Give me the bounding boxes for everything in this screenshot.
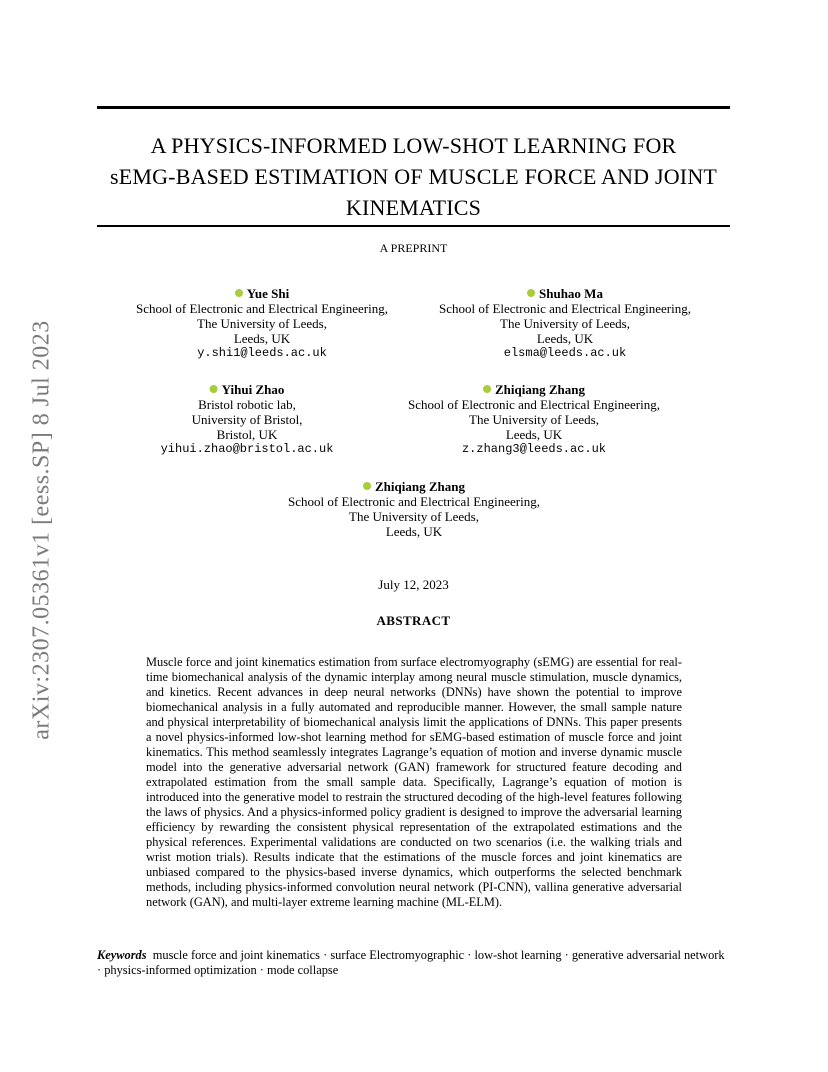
author-block-1 <box>136 286 388 361</box>
author-block-4 <box>408 382 660 457</box>
publication-date: July 12, 2023 <box>378 577 449 592</box>
author-affiliation: School of Electronic and Electrical Engineering, <box>288 494 540 509</box>
paper-title <box>97 130 730 223</box>
author-name: Zhiqiang Zhang <box>495 382 585 397</box>
author-email[interactable]: yihui.zhao@bristol.ac.uk <box>160 442 334 456</box>
author-affiliation: School of Electronic and Electrical Engineering, <box>408 397 660 412</box>
keywords-list: muscle force and joint kinematics · surface Electromyographic · low-shot learning · generative adversarial network · physics-informed optimization · mode collapse <box>97 948 725 977</box>
title-rule-bottom <box>97 225 730 227</box>
author-affiliation: Leeds, UK <box>505 427 563 442</box>
preprint-label: A PREPRINT <box>379 241 448 255</box>
title-line-3: KINEMATICS <box>345 195 482 220</box>
title-line-2: sEMG-BASED ESTIMATION OF MUSCLE FORCE AND JOINT <box>109 164 718 189</box>
keywords-label: Keywords <box>97 948 147 962</box>
author-name: Yihui Zhao <box>221 382 285 397</box>
orcid-icon[interactable] <box>483 385 491 393</box>
orcid-icon[interactable] <box>210 385 218 393</box>
author-affiliation: Bristol, UK <box>216 427 278 442</box>
orcid-icon[interactable] <box>527 289 535 297</box>
author-affiliation: School of Electronic and Electrical Engineering, <box>136 301 388 316</box>
orcid-icon[interactable] <box>363 482 371 490</box>
author-email[interactable]: y.shi1@leeds.ac.uk <box>197 346 327 360</box>
author-block-2 <box>439 286 691 361</box>
author-affiliation: Leeds, UK <box>385 524 443 539</box>
keywords-section <box>97 948 730 978</box>
author-name: Shuhao Ma <box>539 286 603 301</box>
abstract-heading: ABSTRACT <box>376 613 451 628</box>
author-name: Zhiqiang Zhang <box>375 479 465 494</box>
title-line-1: A PHYSICS-INFORMED LOW-SHOT LEARNING FOR <box>150 133 677 158</box>
author-name: Yue Shi <box>246 286 290 301</box>
author-email[interactable]: z.zhang3@leeds.ac.uk <box>461 442 607 456</box>
author-block-5 <box>288 479 540 539</box>
author-email[interactable]: elsma@leeds.ac.uk <box>503 346 627 360</box>
title-rule-top <box>97 106 730 109</box>
author-affiliation: Bristol robotic lab, <box>198 397 296 412</box>
author-affiliation: Leeds, UK <box>536 331 594 346</box>
author-affiliation: The University of Leeds, <box>500 316 630 331</box>
arxiv-identifier: arXiv:2307.05361v1 [eess.SP] 8 Jul 2023 <box>28 320 55 740</box>
author-affiliation: Leeds, UK <box>233 331 291 346</box>
abstract-text: Muscle force and joint kinematics estimation from surface electromyography (sEMG) are essential for real-time biomechanical analysis of the dynamic interplay among neural muscle stimulation, muscle dynamics, and kinetics. Recent advances in deep neural networks (DNNs) have shown the potential to improve biomechanical analysis in a fully automated and reproducible manner. However, the small sample nature and physical interpretability of biomechanical analysis limit the applications of DNNs. This paper presents a novel physics-informed low-shot learning method for sEMG-based estimation of muscle force and joint kinematics. This method seamlessly integrates Lagrange’s equation of motion and inverse dynamic muscle model into the generative adversarial network (GAN) framework for structured feature decoding and extrapolated estimation from the small sample data. Specifically, Lagrange’s equation of motion is introduced into the generative model to restrain the structured decoding of the high-level features following the laws of physics. And a physics-informed policy gradient is designed to improve the adversarial learning efficiency by rewarding the consistent physical representation of the extrapolated estimations and the physical references. Experimental validations are conducted on two scenarios (i.e. the walking trials and wrist motion trials). Results indicate that the estimations of the muscle forces and joint kinematics are unbiased compared to the physics-based inverse dynamics, which outperforms the selected benchmark methods, including physics-informed convolution neural network (PI-CNN), vallina generative adversarial network (GAN), and multi-layer extreme learning machine (ML-ELM). <box>146 655 682 909</box>
author-affiliation: The University of Leeds, <box>469 412 599 427</box>
author-affiliation: The University of Leeds, <box>197 316 327 331</box>
author-block-3 <box>161 382 334 457</box>
author-affiliation: School of Electronic and Electrical Engineering, <box>439 301 691 316</box>
author-affiliation: University of Bristol, <box>191 412 303 427</box>
orcid-icon[interactable] <box>235 289 243 297</box>
author-affiliation: The University of Leeds, <box>349 509 479 524</box>
